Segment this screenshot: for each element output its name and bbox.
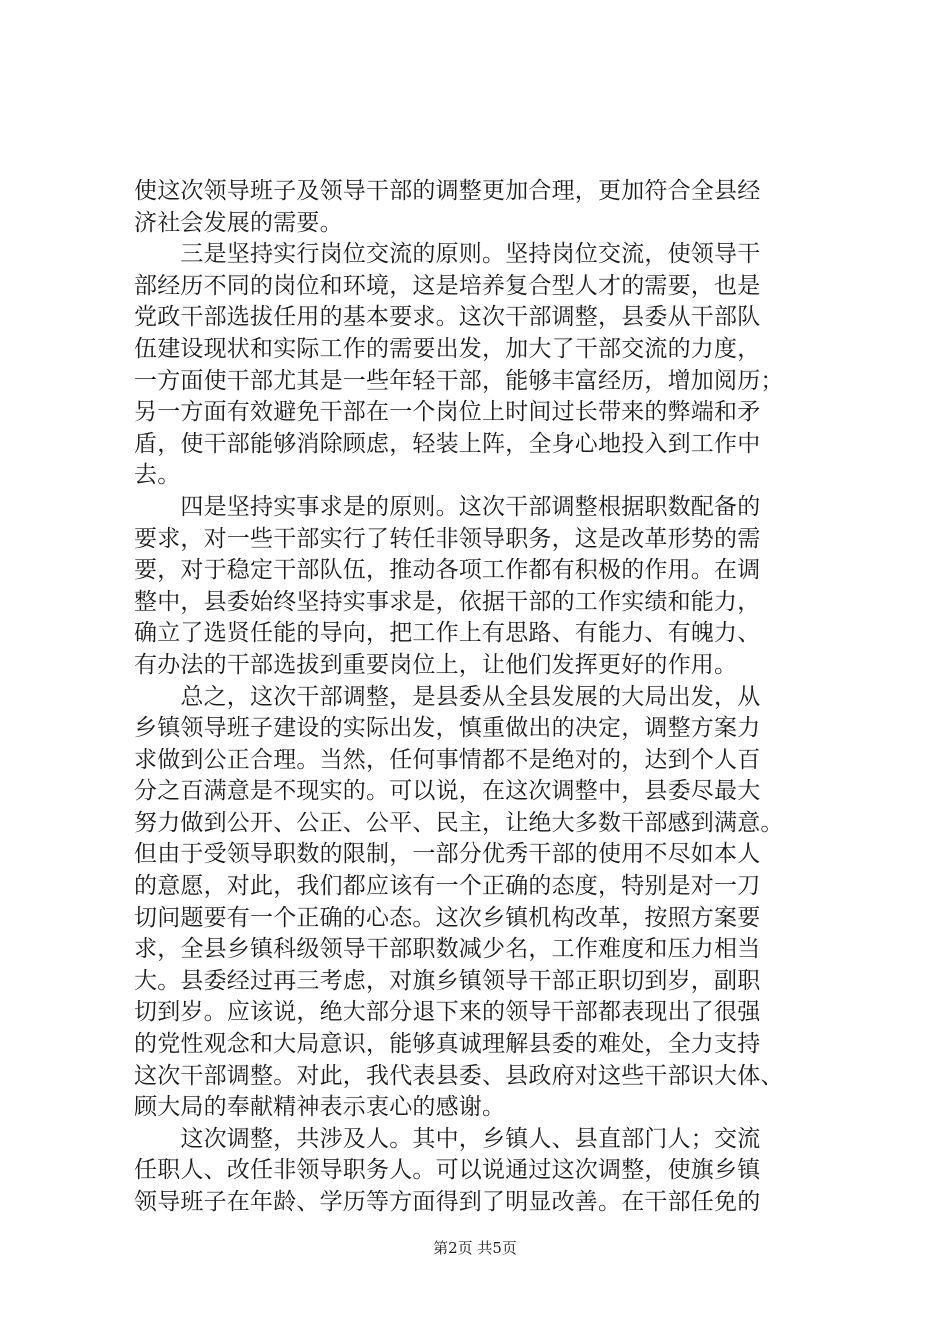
text-line: 任职人、改任非领导职务人。可以说通过这次调整，使旗乡镇 — [134, 1157, 761, 1184]
text-line: 这次调整，共涉及人。其中，乡镇人、县直部门人；交流 — [134, 1125, 761, 1152]
text-line: 去。 — [134, 462, 181, 489]
text-line: 一方面使干部尤其是一些年轻干部，能够丰富经历，增加阅历； — [134, 367, 784, 394]
text-line: 求，全县乡镇科级领导干部职数减少名，工作难度和压力相当 — [134, 936, 761, 963]
text-line: 四是坚持实事求是的原则。这次干部调整根据职数配备的 — [134, 493, 761, 520]
text-line: 乡镇领导班子建设的实际出发，慎重做出的决定，调整方案力 — [134, 715, 761, 742]
page-number-footer: 第2页 共5页 — [433, 1239, 517, 1257]
document-body — [134, 176, 834, 1219]
text-line: 党政干部选拔任用的基本要求。这次干部调整，县委从干部队 — [134, 304, 761, 331]
text-line: 的意愿，对此，我们都应该有一个正确的态度，特别是对一刀 — [134, 873, 761, 900]
text-line: 使这次领导班子及领导干部的调整更加合理，更加符合全县经 — [134, 178, 761, 204]
text-line: 切到岁。应该说，绝大部分退下来的领导干部都表现出了很强 — [134, 999, 761, 1026]
text-line: 三是坚持实行岗位交流的原则。坚持岗位交流，使领导干 — [134, 241, 761, 268]
text-line: 领导班子在年龄、学历等方面得到了明显改善。在干部任免的 — [134, 1189, 761, 1215]
text-line: 努力做到公开、公正、公平、民主，让绝大多数干部感到满意。 — [134, 809, 784, 836]
text-line: 确立了选贤任能的导向，把工作上有思路、有能力、有魄力、 — [134, 620, 761, 647]
text-line: 的党性观念和大局意识，能够真诚理解县委的难处，全力支持 — [134, 1031, 761, 1058]
text-line: 要求，对一些干部实行了转任非领导职务，这是改革形势的需 — [134, 525, 761, 552]
text-line: 这次干部调整。对此，我代表县委、县政府对这些干部识大体、 — [134, 1062, 784, 1089]
text-line: 大。县委经过再三考虑，对旗乡镇领导干部正职切到岁，副职 — [134, 967, 761, 994]
text-line: 顾大局的奉献精神表示衷心的感谢。 — [134, 1094, 506, 1121]
text-line: 伍建设现状和实际工作的需要出发，加大了干部交流的力度， — [134, 335, 761, 362]
text-line: 求做到公正合理。当然，任何事情都不是绝对的，达到个人百 — [134, 746, 761, 773]
text-line: 部经历不同的岗位和环境，这是培养复合型人才的需要，也是 — [134, 272, 761, 299]
text-line: 有办法的干部选拔到重要岗位上，让他们发挥更好的作用。 — [134, 651, 738, 678]
text-line: 盾，使干部能够消除顾虑，轻装上阵，全身心地投入到工作中 — [134, 430, 761, 457]
text-line: 但由于受领导职数的限制，一部分优秀干部的使用不尽如本人 — [134, 841, 761, 868]
text-line: 济社会发展的需要。 — [134, 209, 343, 236]
text-line: 总之，这次干部调整，是县委从全县发展的大局出发，从 — [134, 683, 761, 710]
text-line: 另一方面有效避免干部在一个岗位上时间过长带来的弊端和矛 — [134, 399, 761, 426]
text-line: 分之百满意是不现实的。可以说，在这次调整中，县委尽最大 — [134, 778, 761, 805]
text-line: 整中，县委始终坚持实事求是，依据干部的工作实绩和能力， — [134, 588, 761, 615]
text-line: 要，对于稳定干部队伍，推动各项工作都有积极的作用。在调 — [134, 557, 761, 584]
text-line: 切问题要有一个正确的心态。这次乡镇机构改革，按照方案要 — [134, 904, 761, 931]
